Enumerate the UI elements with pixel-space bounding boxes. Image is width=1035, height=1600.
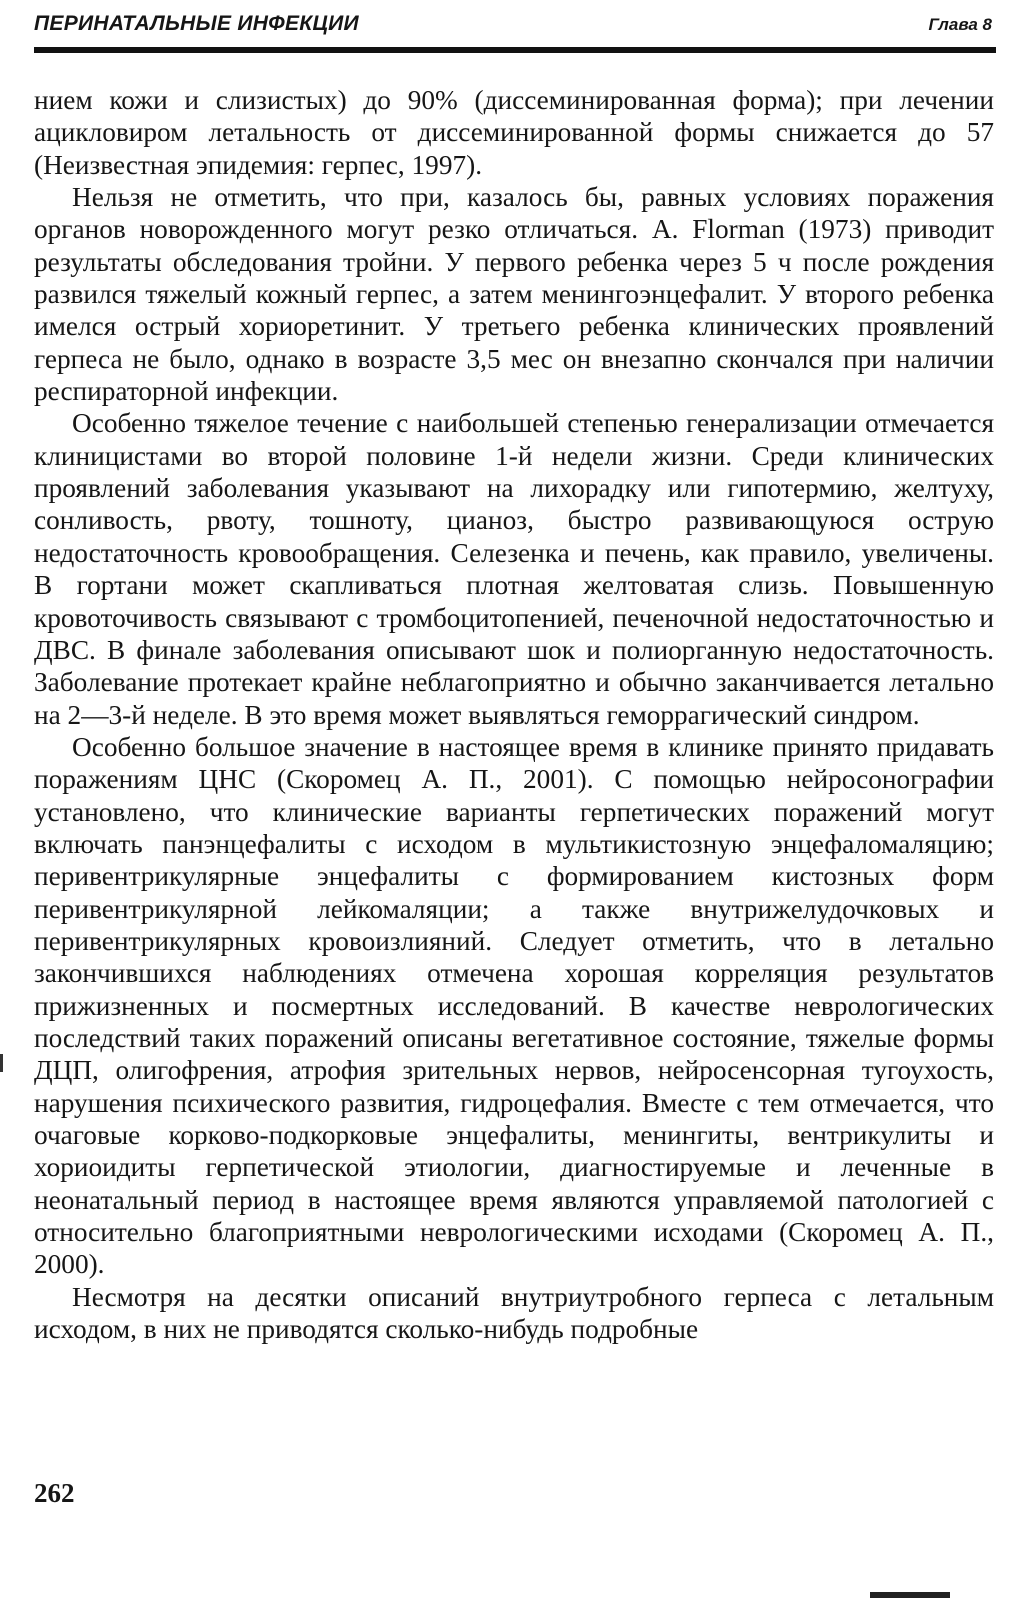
scan-margin-mark (0, 1054, 3, 1072)
body-text (34, 84, 994, 1345)
paragraph-descriptions: Несмотря на десятки описаний внутриутробного герпеса с летальным исходом, в них не приводятся сколько-нибудь подробные (34, 1281, 994, 1345)
paragraph-clinical-course: Особенно тяжелое течение с наибольшей степенью генерализации отмечается клиницистами во второй половине 1-й недели жизни. Среди клинических проявлений заболевания указывают на лихорадку или гипотермию, желтуху, сонливость, рвоту, тошноту, цианоз, быстро развивающуюся острую недостаточность кровообращения. Селезенка и печень, как правило, увеличены. В гортани может скапливаться плотная желтоватая слизь. Повышенную кровоточивость связывают с тромбоцитопенией, печеночной недостаточностью и ДВС. В финале заболевания описывают шок и полиорганную недостаточность. Заболевание протекает крайне неблагоприятно и обычно заканчивается летально на 2—3-й неделе. В это время может выявляться геморрагический синдром. (34, 408, 994, 730)
chapter-label: Глава 8 (928, 15, 992, 34)
paragraph-triplets: Нельзя не отметить, что при, казалось бы, равных условиях поражения органов новорожденного могут резко отличаться. А. Florman (1973) приводит результаты обследования тройни. У первого ребенка через 5 ч после рождения развился тяжелый кожный герпес, а затем менингоэнцефалит. У второго ребенка имелся острый хориоретинит. У третьего ребенка клинических проявлений герпеса не было, однако в возрасте 3,5 мес он внезапно скончался при наличии респираторной инфекции. (34, 182, 994, 407)
paragraph-cns-lesions: Особенно большое значение в настоящее время в клинике принято придавать поражениям ЦНС (Скоромец А. П., 2001). С помощью нейросонографии установлено, что клинические варианты герпетических поражений могут включать панэнцефалиты с исходом в мультикистозную энцефаломаляцию; перивентрикулярные энцефалиты с формированием кистозных форм перивентрикулярной лейкомаляции; а также внутрижелудочковых и перивентрикулярных кровоизлияний. Следует отметить, что в летально закончившихся наблюдениях отмечена хорошая корреляция результатов прижизненных и посмертных исследований. В качестве неврологических последствий таких поражений описаны вегетативное состояние, тяжелые формы ДЦП, олигофрения, атрофия зрительных нервов, нейросенсорная тугоухость, нарушения психического развития, гидроцефалия. Вместе с тем отмечается, что очаговые корково-подкорковые энцефалиты, менингиты, вентрикулиты и хориоидиты герпетической этиологии, диагностируемые и леченные в неонатальный период в настоящее время являются управляемой патологией с относительно благоприятными неврологическими исходами (Скоромец А. П., 2000). (34, 731, 994, 1280)
page-number: 262 (34, 1478, 75, 1508)
scan-bottom-mark (870, 1592, 950, 1598)
running-title: ПЕРИНАТАЛЬНЫЕ ИНФЕКЦИИ (34, 12, 359, 35)
paragraph-continuation: нием кожи и слизистых) до 90% (диссеминированная форма); при лечении ацикловиром летальность от диссеминированной формы снижается до 57 (Неизвестная эпидемия: герпес, 1997). (34, 85, 994, 180)
header-rule (34, 47, 996, 53)
running-header (34, 12, 996, 46)
